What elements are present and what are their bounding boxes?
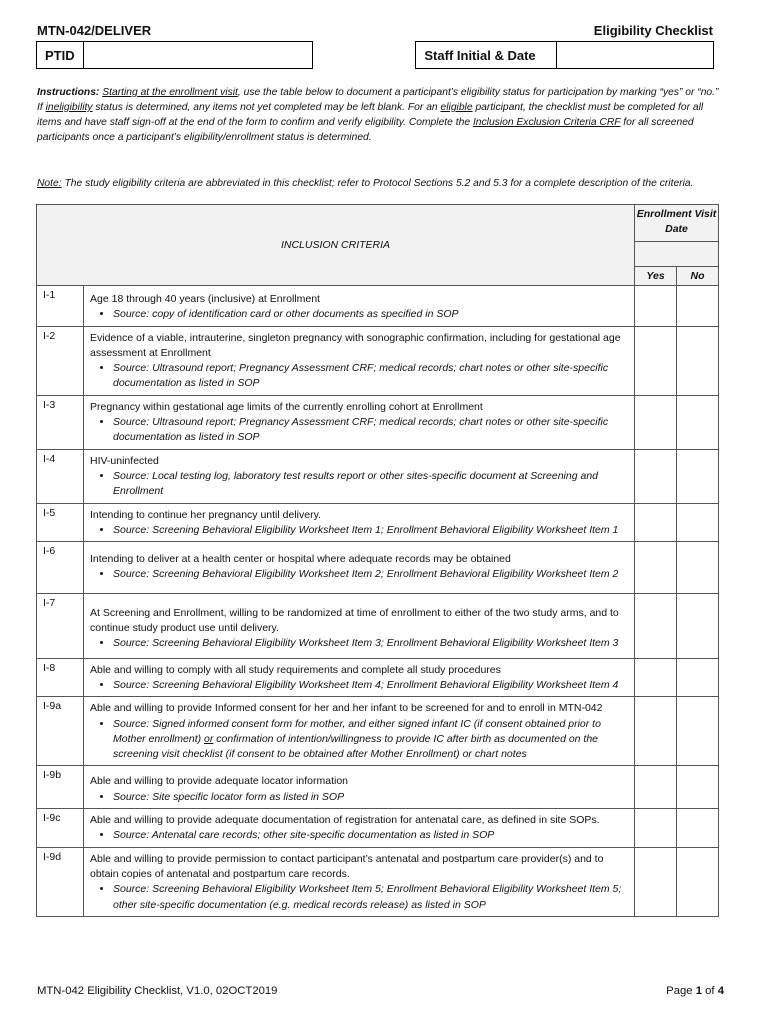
criteria-source: • Source: Signed informed consent form for mother, and either signed infant IC (if consent obtained prior to Mother enrollment) or confirmation of intention/willingness to provide IC after birth as documented on the screening visit checklist (if consent to be obtained after Mother Enrollment) or chart notes [113, 717, 628, 763]
criteria-text: Able and willing to provide adequate locator information • Source: Site specific locator form as listed in SOP [84, 766, 635, 809]
document-code: MTN-042/DELIVER [37, 23, 152, 38]
yes-checkbox[interactable] [635, 593, 677, 658]
criteria-id: I-9b [37, 766, 84, 809]
criteria-id: I-1 [37, 286, 84, 327]
criteria-source: • Source: Screening Behavioral Eligibility Worksheet Item 1; Enrollment Behavioral Eligibility Worksheet Item 1 [113, 523, 628, 538]
no-checkbox[interactable] [677, 326, 719, 395]
criteria-row [37, 847, 719, 916]
yes-checkbox[interactable] [635, 766, 677, 809]
yes-checkbox[interactable] [635, 809, 677, 848]
enrollment-visit-date-field[interactable] [635, 242, 719, 267]
criteria-source: • Source: Screening Behavioral Eligibility Worksheet Item 5; Enrollment Behavioral Eligibility Worksheet Item 5; other site-specific documentation (e.g. medical records release) as listed in SOP [113, 882, 628, 913]
enrollment-visit-date-header: Enrollment Visit Date [635, 205, 719, 242]
yes-checkbox[interactable] [635, 658, 677, 697]
yes-checkbox[interactable] [635, 542, 677, 594]
criteria-row [37, 542, 719, 594]
no-checkbox[interactable] [677, 766, 719, 809]
criteria-source: • Source: Ultrasound report; Pregnancy Assessment CRF; medical records; chart notes or other site-specific documentation as listed in SOP [113, 361, 628, 392]
inclusion-criteria-title: INCLUSION CRITERIA [37, 205, 635, 286]
criteria-text: Age 18 through 40 years (inclusive) at Enrollment • Source: copy of identification card or other documents as specified in SOP [84, 286, 635, 327]
criteria-text: Intending to deliver at a health center or hospital where adequate records may be obtained • Source: Screening Behavioral Eligibility Worksheet Item 2; Enrollment Behavioral Eligibility Worksheet Item 2 [84, 542, 635, 594]
criteria-row [37, 449, 719, 503]
no-checkbox[interactable] [677, 395, 719, 449]
criteria-row [37, 766, 719, 809]
staff-initial-date-label: Staff Initial & Date [416, 42, 557, 69]
criteria-text: Able and willing to provide adequate documentation of registration for antenatal care, as defined in site SOPs. • Source: Antenatal care records; other site-specific documentation as listed in SOP [84, 809, 635, 848]
yes-checkbox[interactable] [635, 395, 677, 449]
criteria-row [37, 326, 719, 395]
no-checkbox[interactable] [677, 593, 719, 658]
identification-table [36, 41, 714, 69]
criteria-source: • Source: Antenatal care records; other site-specific documentation as listed in SOP [113, 828, 628, 843]
footer-version: MTN-042 Eligibility Checklist, V1.0, 02OCT2019 [37, 985, 278, 997]
criteria-id: I-4 [37, 449, 84, 503]
ptid-field[interactable] [83, 42, 312, 69]
criteria-source: • Source: Screening Behavioral Eligibility Worksheet Item 2; Enrollment Behavioral Eligibility Worksheet Item 2 [113, 567, 628, 582]
criteria-id: I-9a [37, 697, 84, 766]
criteria-row [37, 593, 719, 658]
no-checkbox[interactable] [677, 503, 719, 542]
criteria-text: At Screening and Enrollment, willing to be randomized at time of enrollment to either of the two study arms, and to continue study product use until delivery. • Source: Screening Behavioral Eligibility Worksheet Item 3; Enrollment Behavioral Eligibility Worksheet Item 3 [84, 593, 635, 658]
staff-initial-date-field[interactable] [557, 42, 714, 69]
no-checkbox[interactable] [677, 658, 719, 697]
criteria-id: I-2 [37, 326, 84, 395]
criteria-text: Able and willing to provide Informed consent for her and her infant to be screened for and to enroll in MTN-042 • Source: Signed informed consent form for mother, and either signed infant IC (if consent obtained prior to Mother enrollment) or confirmation of intention/willingness to provide IC after birth as documented on the screening visit checklist (if consent to be obtained after Mother Enrollment) or chart notes [84, 697, 635, 766]
inclusion-criteria-table [36, 204, 719, 917]
criteria-source: • Source: Screening Behavioral Eligibility Worksheet Item 4; Enrollment Behavioral Eligibility Worksheet Item 4 [113, 678, 628, 693]
criteria-text: Pregnancy within gestational age limits of the currently enrolling cohort at Enrollment • Source: Ultrasound report; Pregnancy Assessment CRF; medical records; chart notes or other site-specific documentation as listed in SOP [84, 395, 635, 449]
criteria-source: • Source: Site specific locator form as listed in SOP [113, 790, 628, 805]
page-number: Page 1 of 4 [666, 985, 724, 997]
instructions: Instructions: Starting at the enrollment visit, use the table below to document a participant’s eligibility status for participation by marking “yes” or “no.” If ineligibility status is determined, any items not yet completed may be left blank. For an eligible participant, the checklist must be completed for all items and have staff sign-off at the end of the form to confirm and verify eligibility. Complete the Inclusion Exclusion Criteria CRF for all screened participants once a participant’s eligibility/enrollment status is determined. [37, 87, 719, 143]
no-checkbox[interactable] [677, 286, 719, 327]
criteria-id: I-9c [37, 809, 84, 848]
criteria-source: • Source: Ultrasound report; Pregnancy Assessment CRF; medical records; chart notes or other site-specific documentation as listed in SOP [113, 415, 628, 446]
no-checkbox[interactable] [677, 809, 719, 848]
document-title: Eligibility Checklist [593, 23, 713, 38]
criteria-text: Able and willing to comply with all study requirements and complete all study procedures • Source: Screening Behavioral Eligibility Worksheet Item 4; Enrollment Behavioral Eligibility Worksheet Item 4 [84, 658, 635, 697]
criteria-text: Evidence of a viable, intrauterine, singleton pregnancy with sonographic confirmation, including for gestational age assessment at Enrollment • Source: Ultrasound report; Pregnancy Assessment CRF; medical records; chart notes or other site-specific documentation as listed in SOP [84, 326, 635, 395]
criteria-id: I-6 [37, 542, 84, 594]
note-lead: Note: [37, 178, 62, 189]
criteria-id: I-8 [37, 658, 84, 697]
criteria-id: I-7 [37, 593, 84, 658]
criteria-row [37, 658, 719, 697]
criteria-source: • Source: Local testing log, laboratory test results report or other sites-specific document at Screening and Enrollment [113, 469, 628, 500]
no-checkbox[interactable] [677, 697, 719, 766]
yes-checkbox[interactable] [635, 449, 677, 503]
criteria-id: I-9d [37, 847, 84, 916]
criteria-id: I-5 [37, 503, 84, 542]
criteria-text: Able and willing to provide permission to contact participant’s antenatal and postpartum care provider(s) and to obtain copies of antenatal and postpartum care records. • Source: Screening Behavioral Eligibility Worksheet Item 5; Enrollment Behavioral Eligibility Worksheet Item 5; other site-specific documentation (e.g. medical records release) as listed in SOP [84, 847, 635, 916]
note: Note: The study eligibility criteria are abbreviated in this checklist; refer to Protocol Sections 5.2 and 5.3 for a complete description of the criteria. [37, 178, 694, 189]
criteria-text: HIV-uninfected • Source: Local testing log, laboratory test results report or other sites-specific document at Screening and Enrollment [84, 449, 635, 503]
criteria-row [37, 503, 719, 542]
instructions-lead: Instructions: [37, 87, 100, 98]
criteria-row [37, 809, 719, 848]
criteria-text: Intending to continue her pregnancy until delivery. • Source: Screening Behavioral Eligibility Worksheet Item 1; Enrollment Behavioral Eligibility Worksheet Item 1 [84, 503, 635, 542]
yes-checkbox[interactable] [635, 326, 677, 395]
yes-checkbox[interactable] [635, 697, 677, 766]
no-checkbox[interactable] [677, 847, 719, 916]
criteria-row [37, 697, 719, 766]
ptid-label: PTID [37, 42, 84, 69]
yes-checkbox[interactable] [635, 847, 677, 916]
yes-checkbox[interactable] [635, 503, 677, 542]
yes-checkbox[interactable] [635, 286, 677, 327]
yes-column-header: Yes [635, 267, 677, 286]
no-checkbox[interactable] [677, 449, 719, 503]
criteria-source: • Source: Screening Behavioral Eligibility Worksheet Item 3; Enrollment Behavioral Eligibility Worksheet Item 3 [113, 636, 628, 651]
criteria-source: • Source: copy of identification card or other documents as specified in SOP [113, 307, 628, 322]
criteria-row [37, 286, 719, 327]
no-checkbox[interactable] [677, 542, 719, 594]
criteria-row [37, 395, 719, 449]
criteria-id: I-3 [37, 395, 84, 449]
no-column-header: No [677, 267, 719, 286]
